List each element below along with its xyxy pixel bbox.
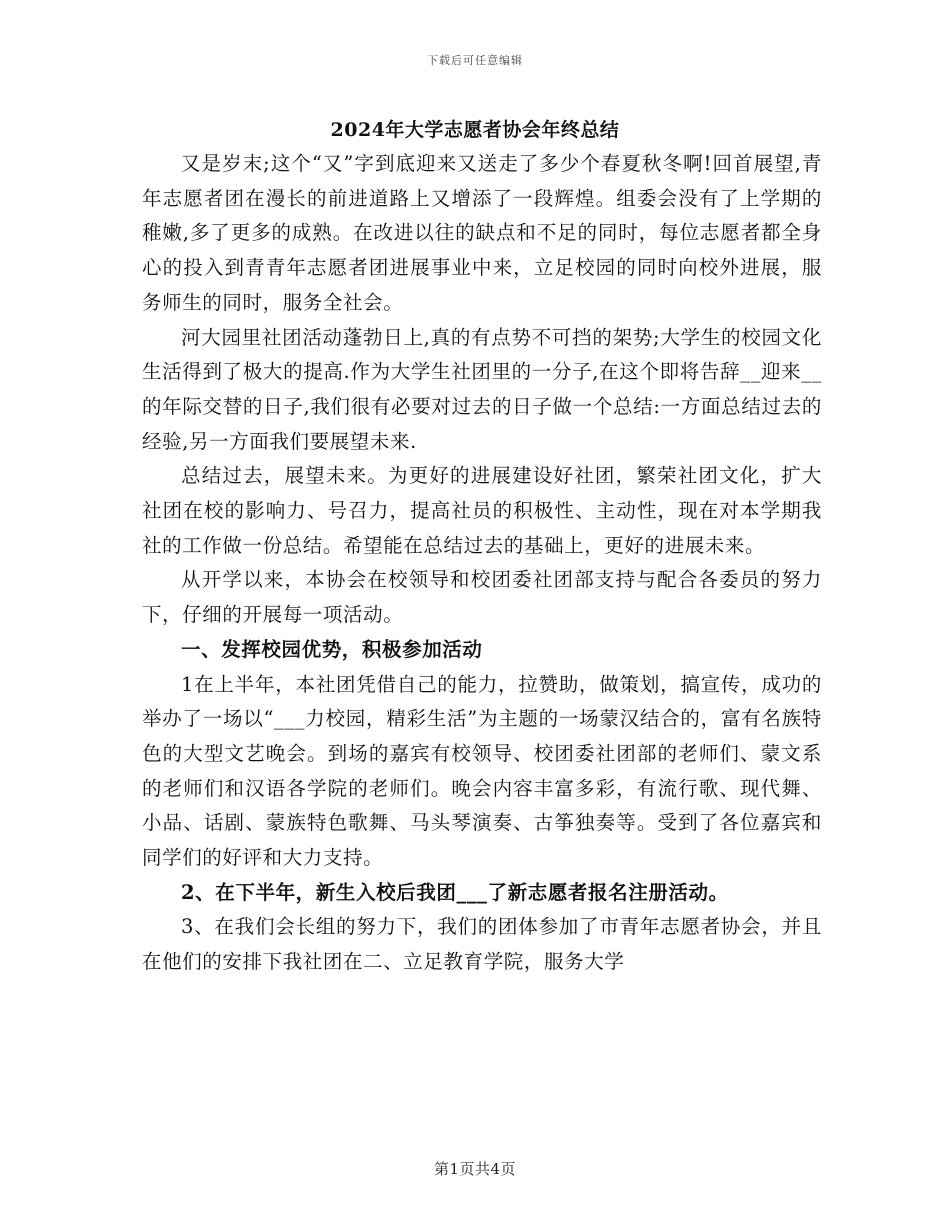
paragraph-item-1: 1在上半年，本社团凭借自己的能力，拉赞助，做策划，搞宣传，成功的举办了一场以“___力校园，精彩生活”为主题的一场蒙汉结合的，富有名族特色的大型文艺晚会。到场的嘉宾有校领导、校团委社团部的老师们、蒙文系的老师们和汉语各学院的老师们。晚会内容丰富多彩，有流行歌、现代舞、小品、话剧、蒙族特色歌舞、马头琴演奏、古筝独奏等。受到了各位嘉宾和同学们的好评和大力支持。 bbox=[142, 672, 822, 870]
section-heading-1: 一、发挥校园优势，积极参加活动 bbox=[181, 637, 483, 661]
paragraph-campus-activities: 河大园里社团活动蓬勃日上,真的有点势不可挡的架势;大学生的校园文化生活得到了极大的提高.作为大学生社团里的一分子,在这个即将告辞__迎来__的年际交替的日子,我们很有必要对过去的日子做一个总结:一方面总结过去的经验,另一方面我们要展望未来. bbox=[142, 325, 822, 453]
section-heading-2: 2、在下半年，新生入校后我团___了新志愿者报名注册活动。 bbox=[181, 880, 729, 904]
page-number-footer: 第1页共4页 bbox=[433, 1160, 517, 1178]
document-body bbox=[142, 147, 822, 980]
document-title: 2024年大学志愿者协会年终总结 bbox=[330, 119, 620, 141]
paragraph-item-3: 3、在我们会长组的努力下，我们的团体参加了市青年志愿者协会，并且在他们的安排下我社团在二、立足教育学院，服务大学 bbox=[142, 915, 822, 974]
paragraph-review-outlook: 总结过去，展望未来。为更好的进展建设好社团，繁荣社团文化，扩大社团在校的影响力、号召力，提高社员的积极性、主动性，现在对本学期我社的工作做一份总结。希望能在总结过去的基础上，更好的进展未来。 bbox=[142, 464, 822, 557]
page-header-note: 下载后可任意编辑 bbox=[427, 54, 523, 67]
paragraph-since-semester-start: 从开学以来，本协会在校领导和校团委社团部支持与配合各委员的努力下，仔细的开展每一项活动。 bbox=[142, 568, 822, 627]
paragraph-intro: 又是岁末;这个“又”字到底迎来又送走了多少个春夏秋冬啊!回首展望,青年志愿者团在漫长的前进道路上又增添了一段辉煌。组委会没有了上学期的稚嫩,多了更多的成熟。在改进以往的缺点和不足的同时，每位志愿者都全身心的投入到青青年志愿者团进展事业中来，立足校园的同时向校外进展，服务师生的同时，服务全社会。 bbox=[142, 152, 822, 314]
